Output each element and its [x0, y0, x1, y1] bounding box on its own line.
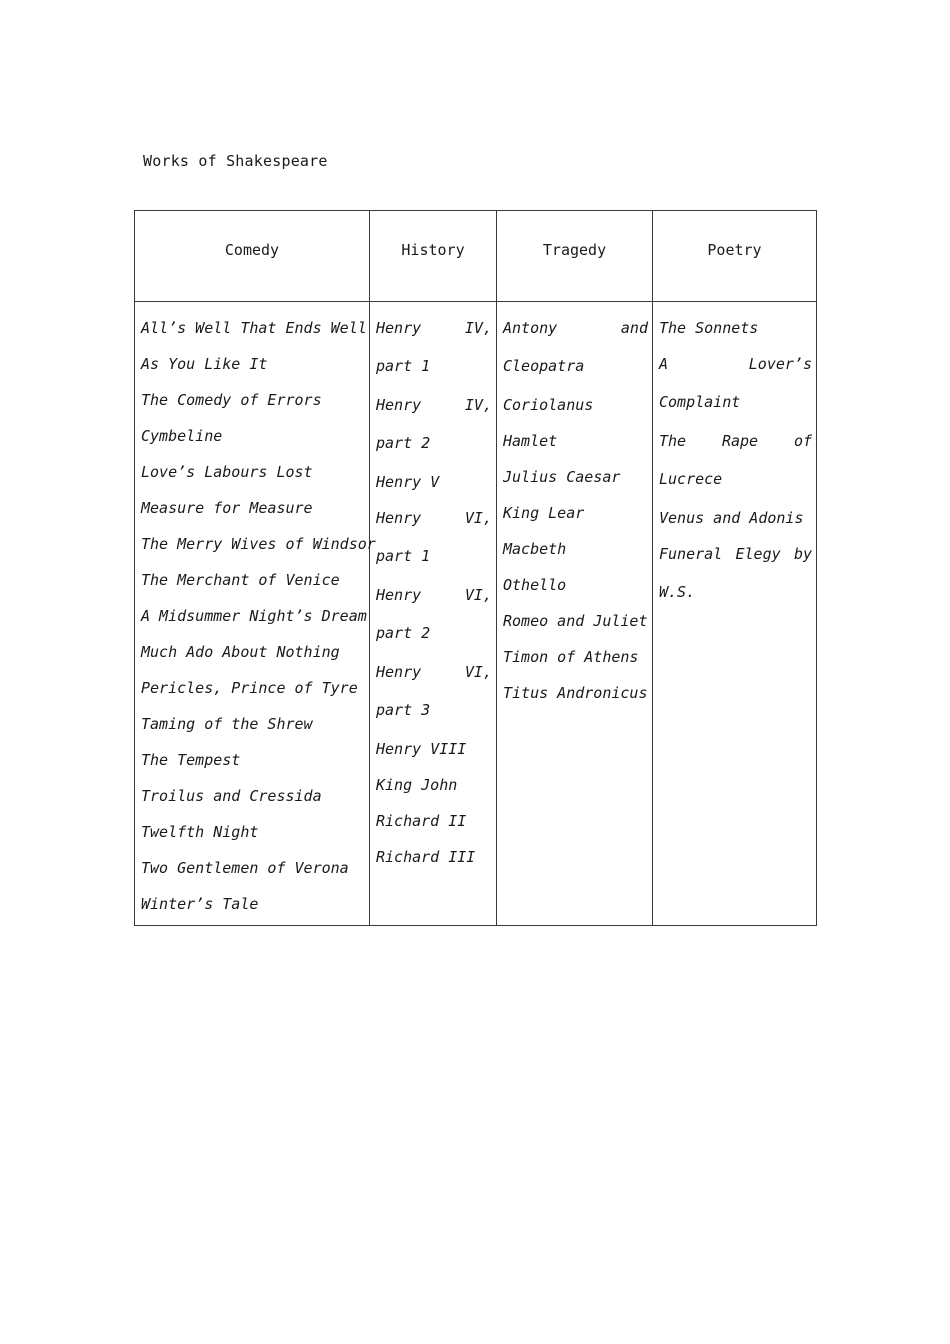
list-item [659, 536, 812, 613]
list-item [659, 346, 812, 423]
poetry-list [653, 310, 816, 613]
header-row [135, 211, 817, 302]
poetry-word: Funeral [659, 545, 723, 563]
list-item: Twelfth Night [141, 823, 259, 841]
list-item: Julius Caesar [503, 468, 621, 486]
list-item: Winter’s Tale [141, 895, 259, 913]
poetry-word: The [659, 432, 687, 450]
history-cell [370, 302, 497, 926]
list-item: Macbeth [503, 540, 567, 558]
tragedy-word: Cleopatra [503, 357, 585, 375]
list-item [376, 500, 492, 577]
poetry-word: A [659, 355, 669, 373]
history-word: Henry [376, 663, 422, 681]
list-item: Hamlet [503, 432, 558, 450]
tragedy-word: and [620, 319, 648, 337]
history-word: Henry [376, 586, 422, 604]
body-row [135, 302, 817, 926]
list-item: King John [376, 776, 458, 794]
works-table [134, 210, 817, 926]
list-item: A Midsummer Night’s Dream [141, 607, 367, 625]
list-item: Coriolanus [503, 396, 594, 414]
header-poetry: Poetry [653, 211, 817, 302]
poetry-cell [653, 302, 817, 926]
list-item: The Comedy of Errors [141, 391, 322, 409]
list-item: Othello [503, 576, 567, 594]
list-item: Much Ado About Nothing [141, 643, 340, 661]
list-item: As You Like It [141, 355, 268, 373]
header-tragedy: Tragedy [497, 211, 653, 302]
comedy-cell [135, 302, 376, 926]
history-word: Henry [376, 319, 422, 337]
list-item: The Tempest [141, 751, 241, 769]
list-item: Venus and Adonis [659, 509, 804, 527]
list-item: The Merry Wives of Windsor [141, 535, 376, 553]
poetry-word: Lucrece [659, 470, 723, 488]
list-item: Richard II [376, 812, 467, 830]
history-word: part 2 [376, 434, 431, 452]
history-word: Henry [376, 396, 422, 414]
history-word: Henry [376, 509, 422, 527]
list-item [376, 577, 492, 654]
list-item: Troilus and Cressida [141, 787, 322, 805]
header-comedy: Comedy [135, 211, 370, 302]
history-word: part 3 [376, 701, 431, 719]
history-list [370, 310, 496, 875]
list-item: All’s Well That Ends Well [141, 319, 367, 337]
list-item: Richard III [376, 848, 476, 866]
list-item: Cymbeline [141, 427, 223, 445]
document-title: Works of Shakespeare [143, 152, 328, 170]
list-item: Love’s Labours Lost [141, 463, 313, 481]
history-word: IV, [464, 319, 492, 337]
tragedy-list [497, 310, 652, 711]
list-item: Taming of the Shrew [141, 715, 313, 733]
history-word: VI, [464, 586, 492, 604]
list-item: Henry VIII [376, 740, 467, 758]
comedy-list [135, 310, 376, 922]
history-word: IV, [464, 396, 492, 414]
history-word: VI, [464, 509, 492, 527]
history-word: VI, [464, 663, 492, 681]
list-item [376, 654, 492, 731]
poetry-word: Complaint [659, 393, 741, 411]
list-item: The Sonnets [659, 319, 759, 337]
poetry-word: Rape [721, 432, 759, 450]
list-item [376, 310, 492, 387]
list-item: Pericles, Prince of Tyre [141, 679, 358, 697]
list-item: King Lear [503, 504, 585, 522]
tragedy-word: Antony [503, 319, 558, 337]
list-item: Two Gentlemen of Verona [141, 859, 349, 877]
list-item: Timon of Athens [503, 648, 639, 666]
poetry-word: of [793, 432, 812, 450]
list-item [376, 387, 492, 464]
poetry-word: Elegy [735, 545, 781, 563]
poetry-word: W.S. [659, 583, 696, 601]
header-history: History [370, 211, 497, 302]
poetry-word: by [793, 545, 812, 563]
list-item [659, 423, 812, 500]
list-item: The Merchant of Venice [141, 571, 340, 589]
history-word: part 1 [376, 357, 431, 375]
poetry-word: Lover’s [748, 355, 812, 373]
list-item [503, 310, 648, 387]
list-item: Romeo and Juliet [503, 612, 648, 630]
list-item: Henry V [376, 473, 440, 491]
list-item: Measure for Measure [141, 499, 313, 517]
list-item: Titus Andronicus [503, 684, 648, 702]
tragedy-cell [497, 302, 653, 926]
history-word: part 2 [376, 624, 431, 642]
history-word: part 1 [376, 547, 431, 565]
